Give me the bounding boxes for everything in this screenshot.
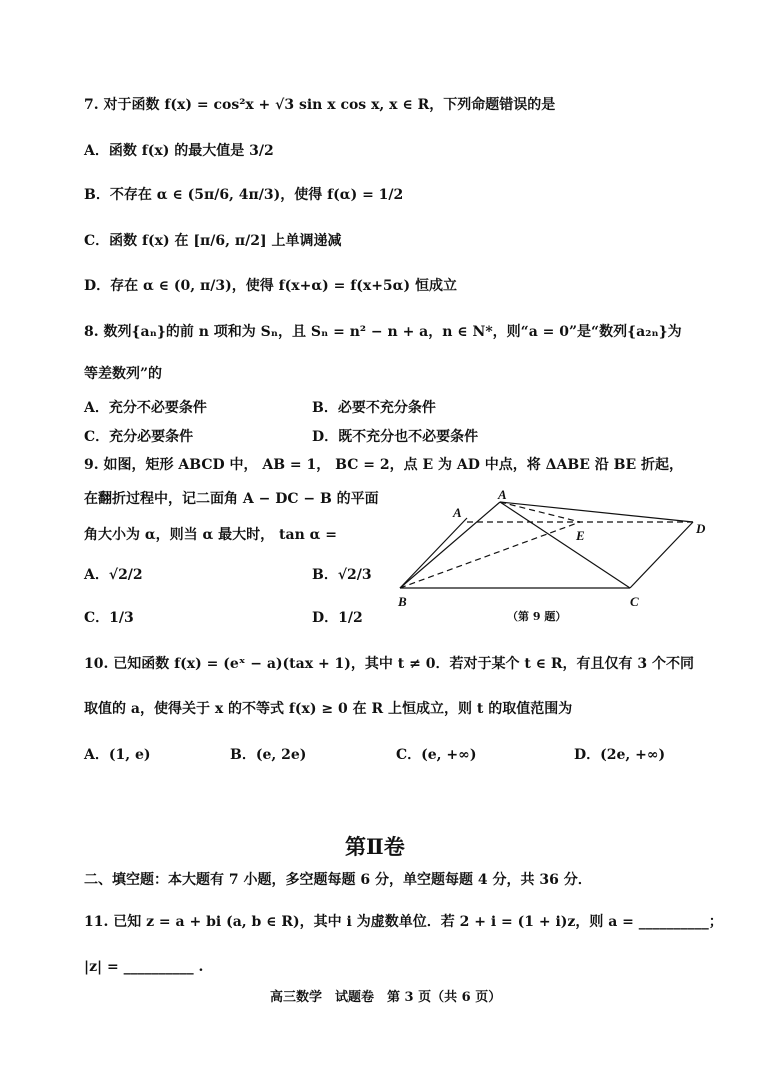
q9-option-b: B．√2/3 bbox=[312, 567, 372, 583]
q9-stem: 9. 如图，矩形 ABCD 中， AB = 1， BC = 2，点 E 为 AD 中点，将 ΔABE 沿 BE 折起， bbox=[84, 457, 683, 473]
part2-title: 第Ⅱ卷 bbox=[345, 834, 405, 859]
label-d: D bbox=[696, 521, 706, 536]
edge-b-e bbox=[400, 522, 580, 588]
q10-option-b: B．(e, 2e) bbox=[230, 747, 307, 763]
q9-figure bbox=[380, 484, 725, 629]
q9-option-c: C．1/3 bbox=[84, 610, 134, 626]
q9-stem-line3: 角大小为 α，则当 α 最大时， tan α = bbox=[84, 527, 338, 543]
q11-stem: 11. 已知 z = a + bi (a, b ∈ R)，其中 i 为虚数单位．若 2 + i = (1 + i)z，则 a = __________； bbox=[84, 914, 723, 930]
q8-stem: 8. 数列{aₙ}的前 n 项和为 Sₙ，且 Sₙ = n² − n + a，n ∈ N*，则“a = 0”是“数列{a₂ₙ}为 bbox=[84, 324, 682, 340]
page-footer: 高三数学 试题卷 第 3 页（共 6 页） bbox=[270, 990, 502, 1005]
q10-stem-continued: 取值的 a，使得关于 x 的不等式 f(x) ≥ 0 在 R 上恒成立，则 t 的取值范围为 bbox=[84, 701, 573, 717]
q10-option-c: C．(e, +∞) bbox=[396, 747, 477, 763]
edge-a-folded-d bbox=[500, 502, 693, 522]
edge-c-d bbox=[630, 522, 693, 588]
section-heading: 二、填空题：本大题有 7 小题，多空题每题 6 分，单空题每题 4 分，共 36 分． bbox=[84, 872, 592, 888]
q8-option-a: A．充分不必要条件 bbox=[84, 400, 207, 416]
label-a-top: A bbox=[498, 487, 507, 502]
q7-option-c: C．函数 f(x) 在 [π/6, π/2] 上单调递减 bbox=[84, 233, 342, 249]
label-b: B bbox=[398, 594, 407, 609]
label-c: C bbox=[630, 594, 639, 609]
q7-stem: 7. 对于函数 f(x) = cos²x + √3 sin x cos x, x ∈ R，下列命题错误的是 bbox=[84, 97, 556, 113]
edge-b-a-original bbox=[400, 518, 467, 588]
q9-stem-line2: 在翻折过程中，记二面角 A − DC − B 的平面 bbox=[84, 491, 379, 507]
q7-option-d: D．存在 α ∈ (0, π/3)，使得 f(x+α) = f(x+5α) 恒成立 bbox=[84, 278, 457, 294]
q7-option-b: B．不存在 α ∈ (5π/6, 4π/3)，使得 f(α) = 1/2 bbox=[84, 187, 404, 203]
label-a-left: A bbox=[453, 505, 462, 520]
edge-a-folded-c bbox=[500, 502, 630, 588]
label-e: E bbox=[576, 528, 585, 543]
q10-option-a: A．(1, e) bbox=[84, 747, 151, 763]
q10-stem: 10. 已知函数 f(x) = (eˣ − a)(tax + 1)，其中 t ≠ 0．若对于某个 t ∈ R，有且仅有 3 个不同 bbox=[84, 656, 695, 672]
q10-option-d: D．(2e, +∞) bbox=[574, 747, 666, 763]
q7-option-a: A．函数 f(x) 的最大值是 3/2 bbox=[84, 143, 274, 159]
q8-option-b: B．必要不充分条件 bbox=[312, 400, 436, 416]
edge-b-a-folded bbox=[400, 502, 500, 588]
q9-option-a: A．√2/2 bbox=[84, 567, 143, 583]
q8-option-c: C．充分必要条件 bbox=[84, 429, 194, 445]
q9-option-d: D．1/2 bbox=[312, 610, 363, 626]
q8-option-d: D．既不充分也不必要条件 bbox=[312, 429, 479, 445]
q11-stem-continued: |z| = __________ . bbox=[84, 959, 204, 975]
edge-a-folded-e bbox=[500, 502, 580, 522]
figure-caption: （第 9 题） bbox=[507, 610, 567, 623]
q8-stem-continued: 等差数列”的 bbox=[84, 366, 163, 382]
